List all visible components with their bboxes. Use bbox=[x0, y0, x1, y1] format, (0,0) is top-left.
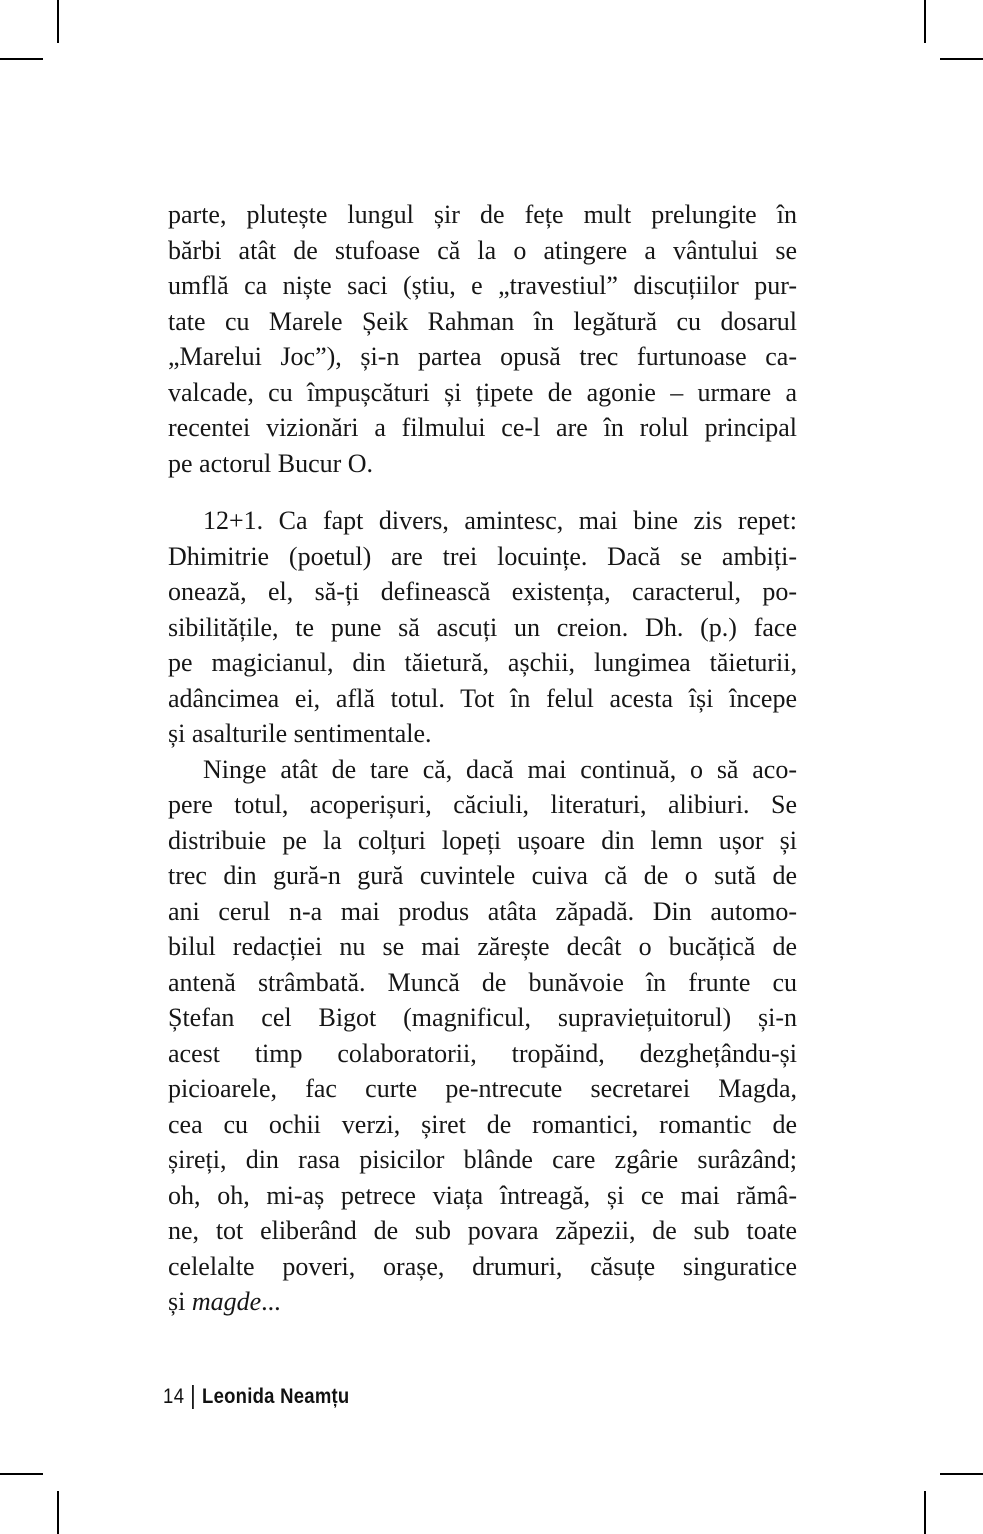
text-block bbox=[168, 197, 797, 1320]
text-line: Ștefan cel Bigot (magnificul, supraviețuitorul) și-n bbox=[168, 1003, 797, 1032]
text-line: distribuie pe la colțuri lopeți ușoare din lemn ușor și bbox=[168, 825, 797, 855]
text-line: Ninge atât de tare că, dacă mai continuă, o să aco- bbox=[203, 754, 797, 784]
text-run: ... bbox=[261, 1287, 281, 1316]
text-line: ne, tot eliberând de sub povara zăpezii, de sub toate bbox=[168, 1216, 797, 1245]
text-line: pe magicianul, din tăietură, așchii, lungimea tăieturii, bbox=[168, 648, 797, 677]
crop-mark-bottom-right-horizontal bbox=[940, 1473, 983, 1475]
text-line: pere totul, acoperișuri, căciuli, literaturi, alibiuri. Se bbox=[168, 790, 797, 819]
paragraph-1 bbox=[168, 197, 797, 481]
text-line: acest timp colaboratorii, tropăind, dezghețându-și bbox=[168, 1038, 797, 1068]
text-line: și asalturile sentimentale. bbox=[168, 719, 432, 748]
crop-mark-top-right-vertical bbox=[924, 0, 926, 43]
crop-mark-bottom-right-vertical bbox=[924, 1491, 926, 1534]
author-name: Leonida Neamțu bbox=[202, 1385, 350, 1408]
text-line: bilul redacției nu se mai zărește decât o bucățică de bbox=[168, 932, 797, 961]
text-line: onează, el, să-ți definească existența, caracterul, po- bbox=[168, 577, 797, 606]
text-line: tate cu Marele Șeik Rahman în legătură cu dosarul bbox=[168, 306, 797, 336]
text-line: oh, oh, mi-aș petrece viața întreagă, și ce mai rămâ- bbox=[168, 1180, 797, 1210]
text-line: celelalte poveri, orașe, drumuri, căsuțe singuratice bbox=[168, 1251, 797, 1281]
italic-word: magde bbox=[191, 1287, 262, 1316]
text-line: trec din gură-n gură cuvintele cuiva că de o sută de bbox=[168, 861, 797, 890]
text-line: bărbi atât de stufoase că la o atingere a vântului se bbox=[168, 235, 797, 265]
paragraph-3 bbox=[168, 752, 797, 1320]
text-line: 12+1. Ca fapt divers, amintesc, mai bine zis repet: bbox=[203, 506, 797, 535]
text-line: adâncimea ei, află totul. Tot în felul acesta își începe bbox=[168, 683, 797, 713]
crop-mark-top-right-horizontal bbox=[940, 58, 983, 60]
text-line bbox=[168, 1284, 797, 1320]
footer-divider bbox=[192, 1385, 194, 1409]
text-line: sibilitățile, te pune să ascuți un creion. Dh. (p.) face bbox=[168, 612, 797, 642]
text-line: șireți, din rasa pisicilor blânde care zgârie surâzând; bbox=[168, 1145, 797, 1174]
paragraph-2 bbox=[168, 503, 797, 752]
text-line: parte, plutește lungul șir de fețe mult prelungite în bbox=[168, 200, 797, 229]
text-run: și bbox=[168, 1287, 192, 1316]
page-number: 14 bbox=[163, 1385, 185, 1408]
crop-mark-bottom-left-vertical bbox=[57, 1491, 59, 1534]
paragraph-spacer bbox=[168, 481, 797, 503]
text-line: Dhimitrie (poetul) are trei locuințe. Dacă se ambiți- bbox=[168, 541, 797, 571]
text-line: umflă ca niște saci (știu, e „travestiul” discuțiilor pur- bbox=[168, 271, 797, 300]
text-line: antenă strâmbată. Muncă de bunăvoie în frunte cu bbox=[168, 967, 797, 997]
page-footer bbox=[163, 1384, 349, 1410]
text-line: picioarele, fac curte pe-ntrecute secretarei Magda, bbox=[168, 1074, 797, 1103]
crop-mark-top-left-vertical bbox=[57, 0, 59, 43]
text-line: pe actorul Bucur O. bbox=[168, 448, 374, 478]
crop-mark-bottom-left-horizontal bbox=[0, 1473, 43, 1475]
crop-mark-top-left-horizontal bbox=[0, 58, 43, 60]
text-line: ani cerul n-a mai produs atâta zăpadă. Din automo- bbox=[168, 896, 797, 926]
text-line: valcade, cu împușcături și țipete de agonie – urmare a bbox=[168, 377, 797, 407]
text-line: recentei vizionări a filmului ce-l are în rolul principal bbox=[168, 413, 797, 442]
text-line: „Marelui Joc”), și-n partea opusă trec furtunoase ca- bbox=[168, 342, 797, 371]
text-line: cea cu ochii verzi, șiret de romantici, romantic de bbox=[168, 1109, 797, 1139]
